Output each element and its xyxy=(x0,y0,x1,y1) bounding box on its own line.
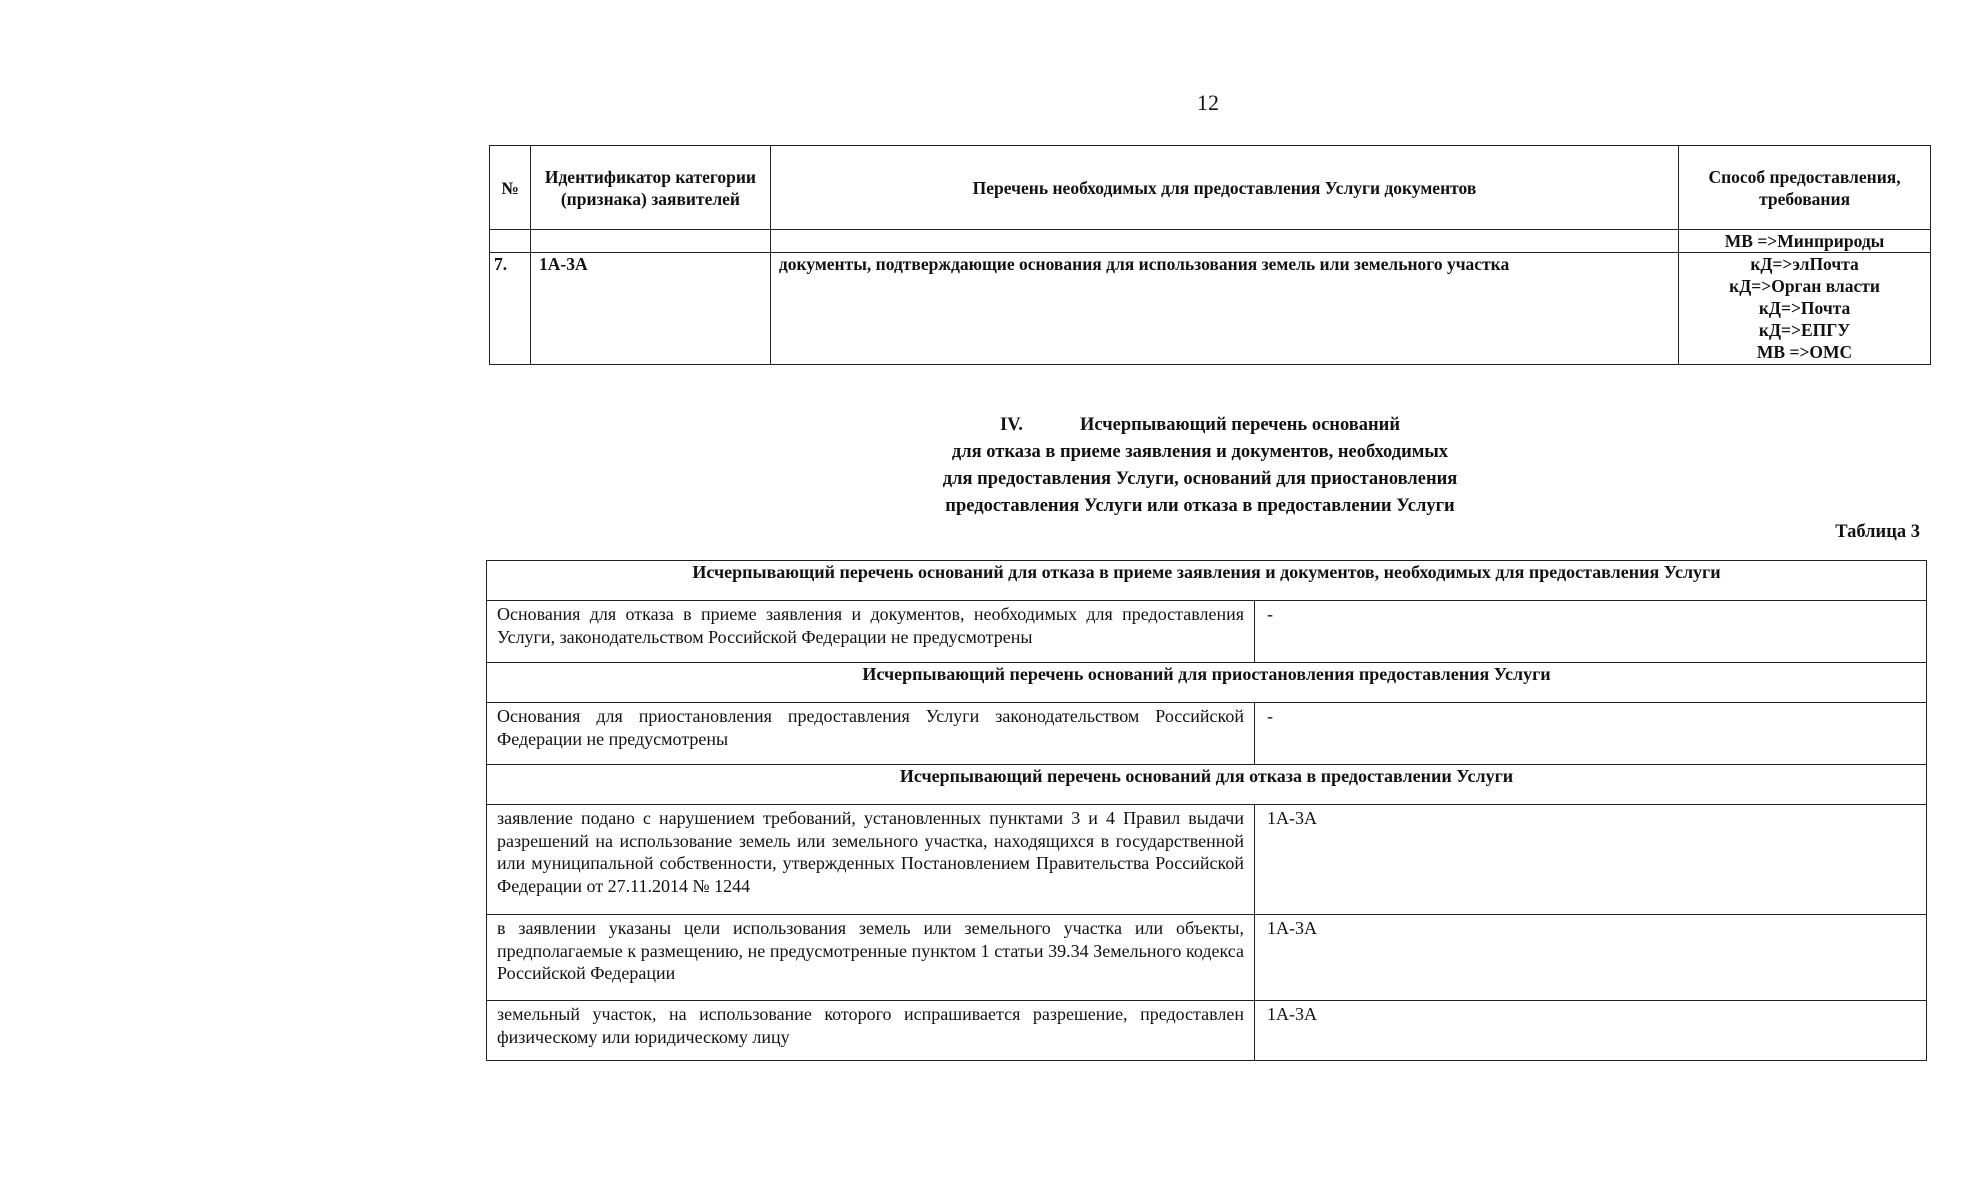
value-cell: 1А-3А xyxy=(1255,805,1927,915)
value-cell: - xyxy=(1255,601,1927,663)
table-row xyxy=(490,230,1931,253)
reason-cell: Основания для отказа в приеме заявления и документов, необходимых для предоставления Услуги, законодательством Российской Федерации не предусмотрены xyxy=(487,601,1255,663)
cell-no: 7. xyxy=(490,253,531,365)
value-cell: 1А-3А xyxy=(1255,1001,1927,1061)
method-line: кД=>элПочта xyxy=(1750,254,1859,274)
section-title-cell: Исчерпывающий перечень оснований для отказа в предоставлении Услуги xyxy=(487,765,1927,805)
reason-cell: Основания для приостановления предоставления Услуги законодательством Российской Федерации не предусмотрены xyxy=(487,703,1255,765)
section-number: IV. xyxy=(1000,415,1023,435)
section-heading-line: предоставления Услуги или отказа в предоставлении Услуги xyxy=(945,496,1455,516)
table-section-header xyxy=(487,765,1927,805)
documents-table-header xyxy=(490,146,1931,230)
cell-identifier xyxy=(530,230,770,253)
table-row xyxy=(487,915,1927,1001)
page-number: 12 xyxy=(1197,90,1219,115)
section-heading-line: для предоставления Услуги, оснований для приостановления xyxy=(942,469,1458,489)
table-row xyxy=(487,1001,1927,1061)
header-no: № xyxy=(490,146,531,230)
section-heading xyxy=(860,412,1540,520)
cell-documents: документы, подтверждающие основания для использования земель или земельного участка xyxy=(770,253,1678,365)
table-section-header xyxy=(487,663,1927,703)
header-identifier: Идентификатор категории (признака) заявителей xyxy=(530,146,770,230)
section-heading-line xyxy=(860,412,1540,439)
value-cell: 1А-3А xyxy=(1255,915,1927,1001)
table-section-header xyxy=(487,561,1927,601)
table-row xyxy=(487,805,1927,915)
header-documents: Перечень необходимых для предоставления Услуги документов xyxy=(770,146,1678,230)
cell-methods xyxy=(1679,253,1931,365)
method-line: кД=>Почта xyxy=(1758,298,1851,318)
table-row xyxy=(490,253,1931,365)
header-method: Способ предоставления, требования xyxy=(1679,146,1931,230)
cell-documents xyxy=(770,230,1678,253)
table-row xyxy=(487,703,1927,765)
reason-cell: заявление подано с нарушением требований, установленных пунктами 3 и 4 Правил выдачи разрешений на использование земель или земельного участка, находящихся в государственной или муниципальной собственности, утвержденных Постановлением Правительства Российской Федерации от 27.11.2014 № 1244 xyxy=(487,805,1255,915)
documents-table xyxy=(489,145,1931,365)
method-line: кД=>ЕПГУ xyxy=(1758,320,1851,340)
cell-identifier: 1А-3А xyxy=(530,253,770,365)
section-title-cell: Исчерпывающий перечень оснований для отказа в приеме заявления и документов, необходимых для предоставления Услуги xyxy=(487,561,1927,601)
value-cell: - xyxy=(1255,703,1927,765)
cell-no xyxy=(490,230,531,253)
reason-cell: земельный участок, на использование которого испрашивается разрешение, предоставлен физическому или юридическому лицу xyxy=(487,1001,1255,1061)
table-label: Таблица 3 xyxy=(1835,522,1920,542)
reason-cell: в заявлении указаны цели использования земель или земельного участка или объекты, предполагаемые к размещению, не предусмотренные пунктом 1 статьи 39.34 Земельного кодекса Российской Федерации xyxy=(487,915,1255,1001)
method-line: кД=>Орган власти xyxy=(1729,276,1880,296)
section-title-cell: Исчерпывающий перечень оснований для приостановления предоставления Услуги xyxy=(487,663,1927,703)
section-title: Исчерпывающий перечень оснований xyxy=(1080,415,1400,435)
method-line: МВ =>ОМС xyxy=(1756,342,1853,362)
refusal-grounds-table xyxy=(486,560,1927,1061)
cell-method: МВ =>Минприроды xyxy=(1679,230,1931,253)
table-row xyxy=(487,601,1927,663)
section-heading-line: для отказа в приеме заявления и документов, необходимых xyxy=(951,442,1449,462)
